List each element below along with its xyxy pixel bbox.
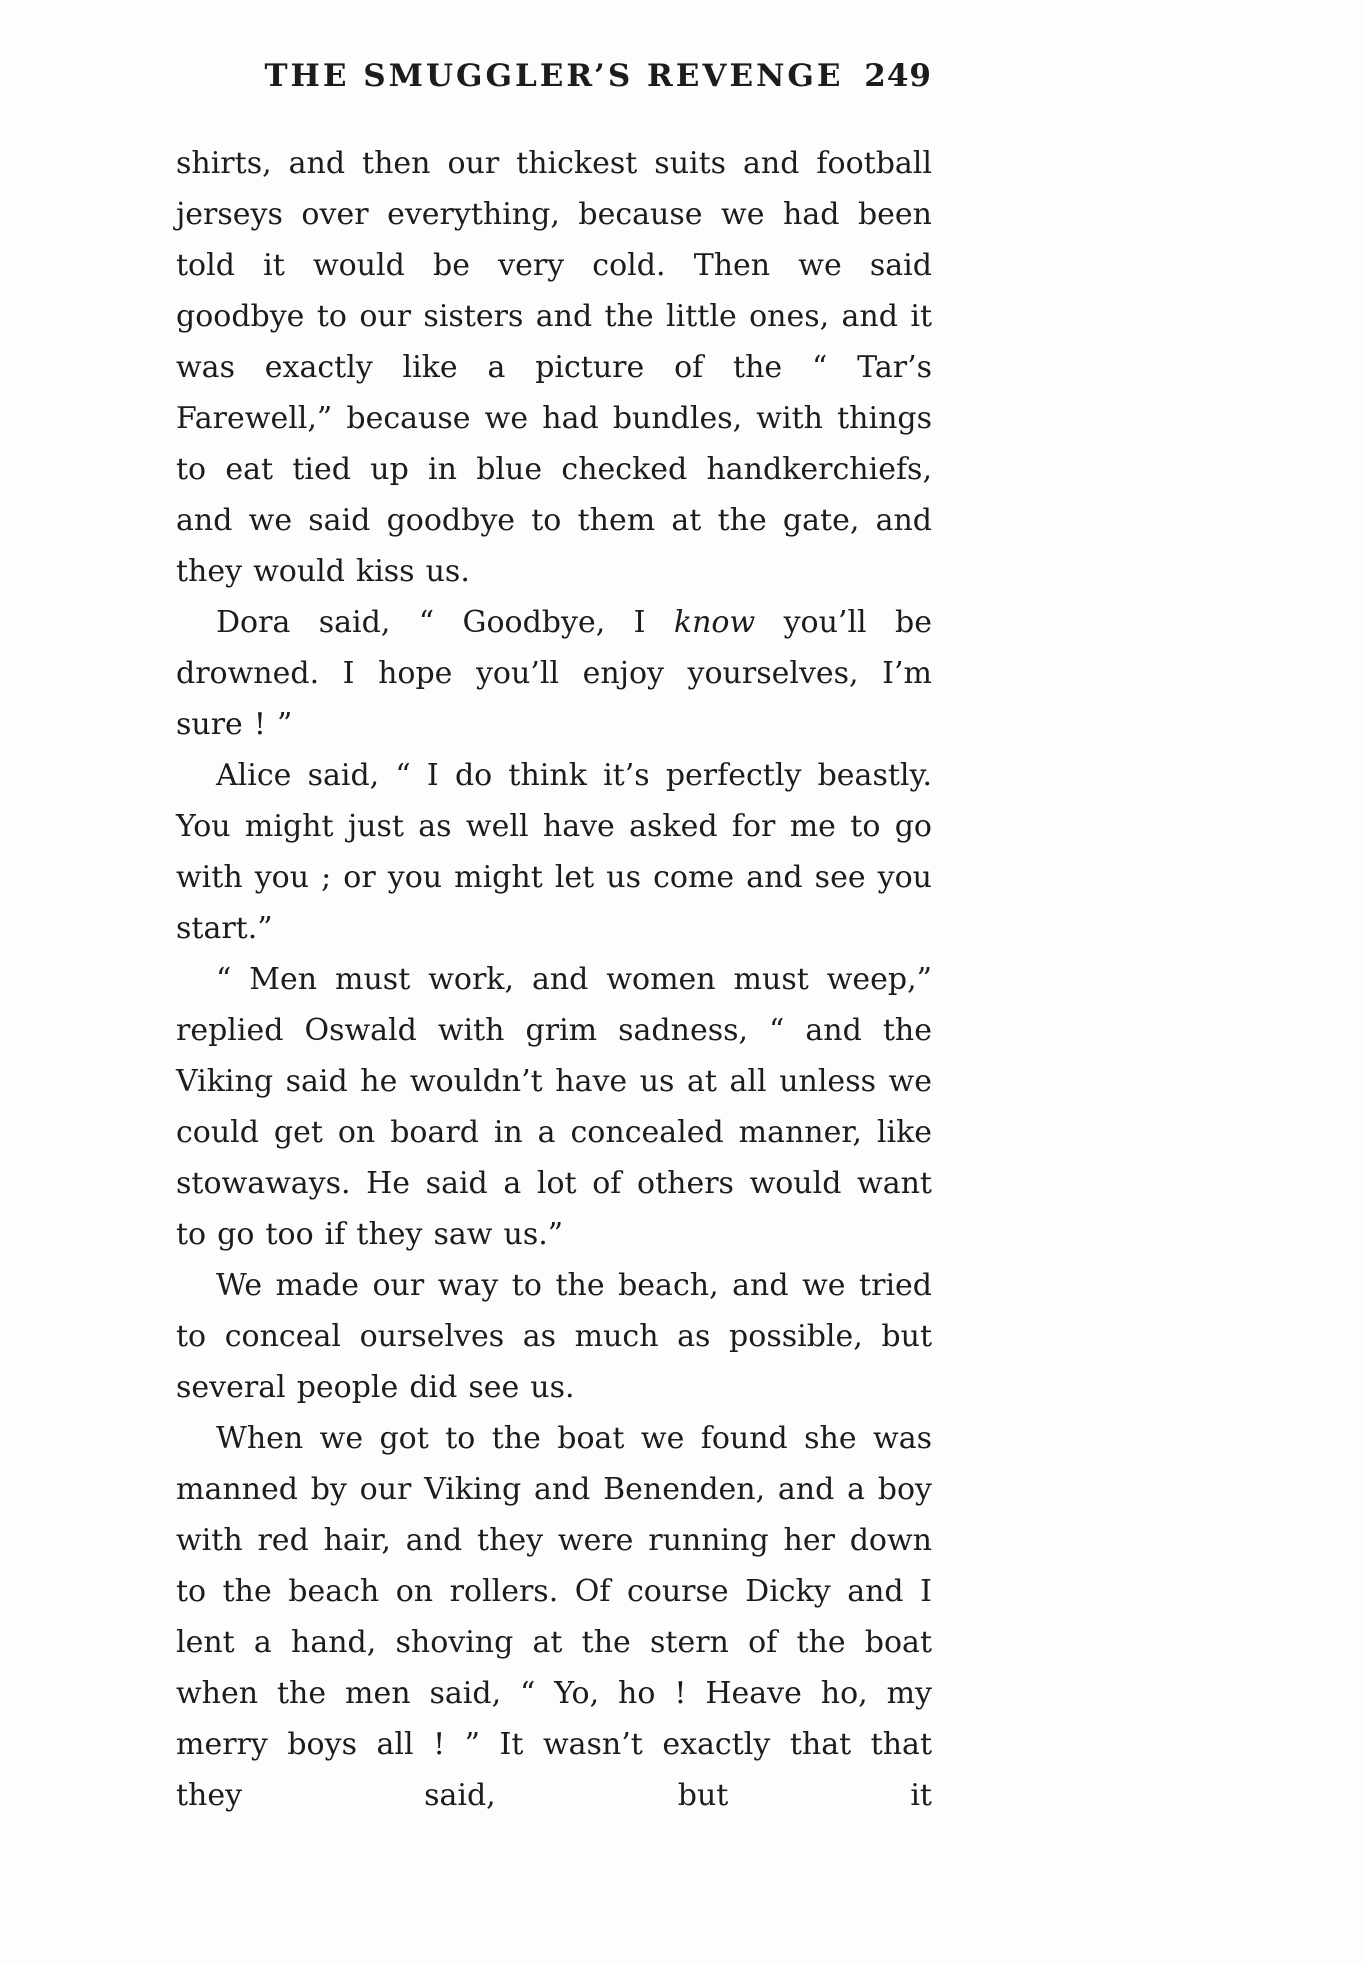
- page-body: [176, 138, 932, 1821]
- paragraph: [176, 954, 932, 1260]
- paragraph: [176, 1413, 932, 1821]
- italic-text: know: [673, 605, 756, 640]
- paragraph: [176, 138, 932, 597]
- text-segment: When we got to the boat we found she was manned by our Viking and Benenden, and a boy with red hair, and they were running her down to the beach on rollers. Of course Dicky and I lent a hand, shoving at the stern of the boat when the men said, “ Yo, ho ! Heave ho, my merry boys all ! ” It wasn’t exactly that that they said, but it: [176, 1421, 932, 1813]
- text-segment: We made our way to the beach, and we tried to conceal ourselves as much as possible, but several people did see us.: [176, 1268, 932, 1405]
- text-segment: shirts, and then our thickest suits and football jerseys over everything, because we had been told it would be very cold. Then we said goodbye to our sisters and the little ones, and it was exactly like a picture of the “ Tar’s Farewell,” because we had bundles, with things to eat tied up in blue checked handkerchiefs, and we said goodbye to them at the gate, and they would kiss us.: [176, 146, 932, 589]
- running-head: [176, 58, 932, 94]
- text-block: [176, 58, 932, 1821]
- text-segment: Alice said, “ I do think it’s perfectly beastly. You might just as well have asked for me to go with you ; or you might let us come and see you start.”: [176, 758, 932, 946]
- page-number: 249: [864, 58, 932, 94]
- paragraph: [176, 1260, 932, 1413]
- paragraph: [176, 597, 932, 750]
- text-segment: “ Men must work, and women must weep,” replied Oswald with grim sadness, “ and the Viking said he wouldn’t have us at all unless we could get on board in a concealed manner, like stowaways. He said a lot of others would want to go too if they saw us.”: [176, 962, 932, 1252]
- text-segment: Dora said, “ Goodbye, I: [216, 605, 674, 640]
- paragraph: [176, 750, 932, 954]
- text-segment: you’ll be drowned. I hope you’ll enjoy yourselves, I’m sure ! ”: [176, 605, 932, 742]
- chapter-title: THE SMUGGLER’S REVENGE: [264, 58, 844, 94]
